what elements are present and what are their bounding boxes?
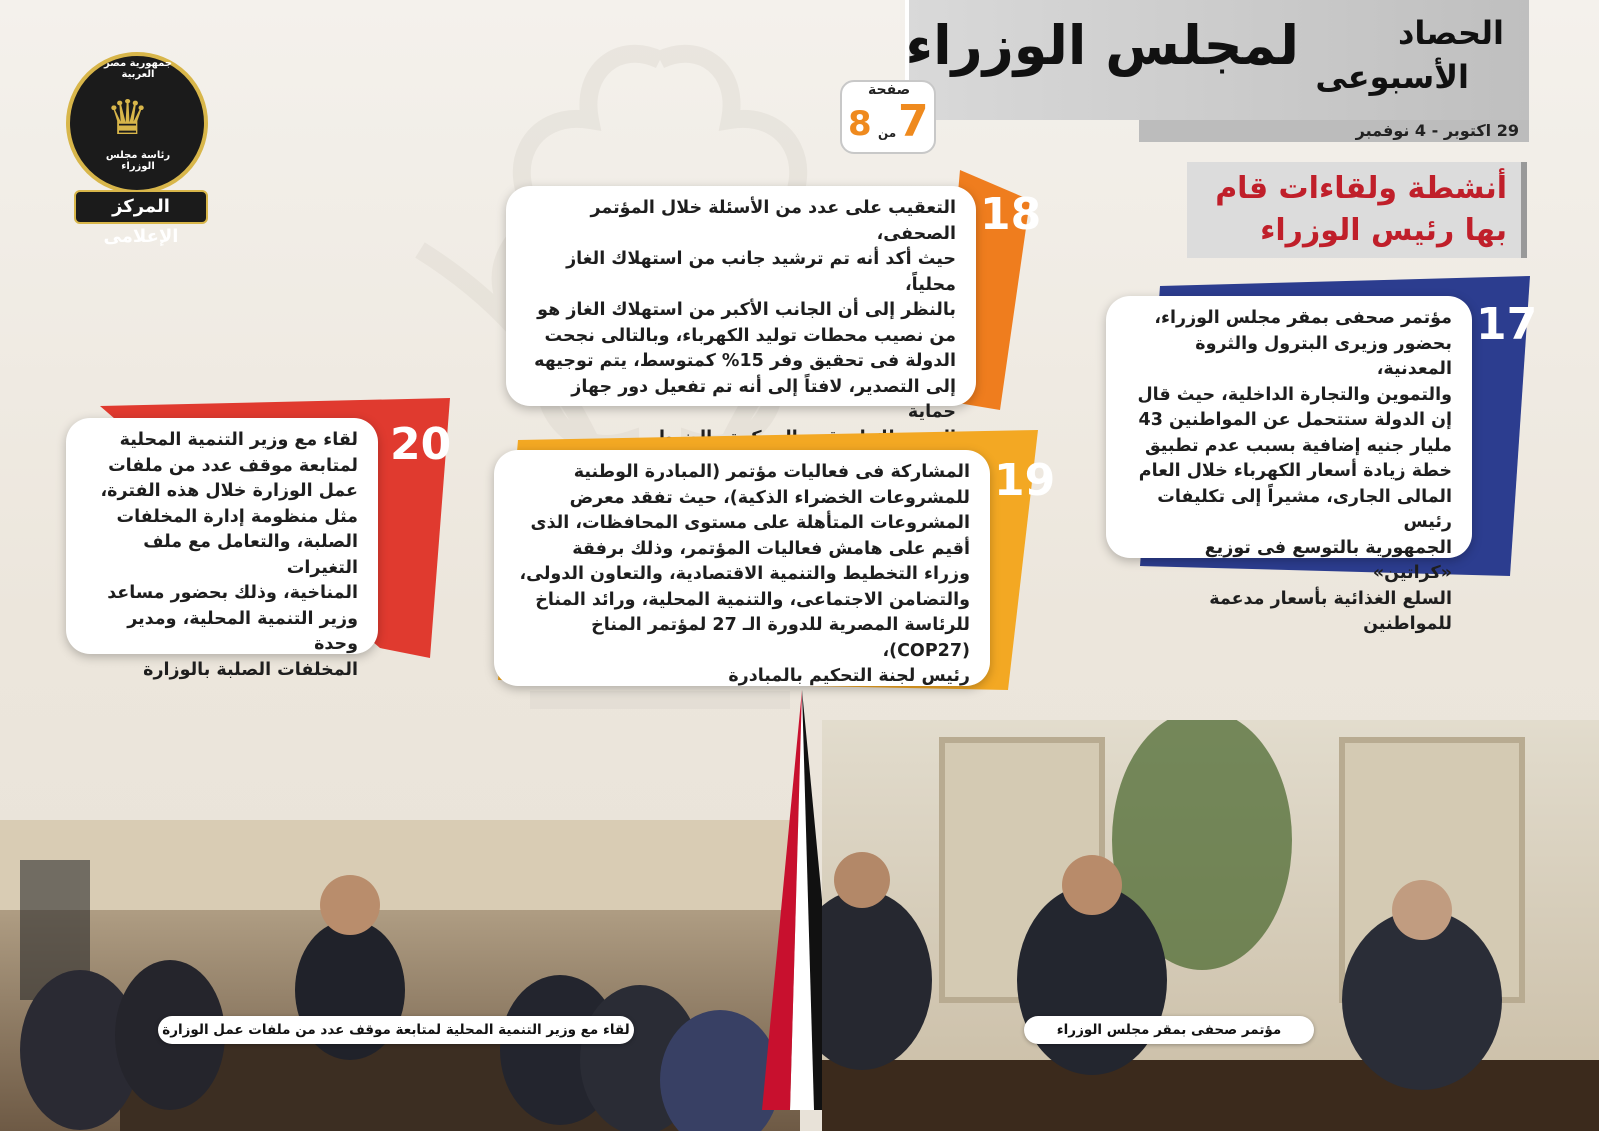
- card-20-line: لمتابعة موقف عدد من ملفات: [108, 455, 358, 476]
- card-19: [494, 450, 990, 686]
- card-19-line: للرئاسة المصرية للدورة الـ 27 لمؤتمر المناخ (COP27)،: [591, 615, 970, 661]
- card-20: [66, 418, 378, 680]
- card-18-number: 18: [980, 189, 1042, 240]
- card-17-line: المالى الجارى، مشيراً إلى تكليفات رئيس: [1157, 486, 1452, 532]
- card-17-line: خطة زيادة أسعار الكهرباء خلال العام: [1138, 461, 1452, 481]
- card-17-line: الجمهورية بالتوسع فى توزيع «كراتين»: [1204, 537, 1452, 583]
- card-18-line: بالنظر إلى أن الجانب الأكبر من استهلاك الغاز هو: [537, 300, 956, 320]
- press-conference-photo: [822, 720, 1599, 1131]
- section-heading-line2: بها رئيس الوزراء: [1260, 213, 1507, 248]
- card-18-line: من نصيب محطات توليد الكهرباء، وبالتالى نجحت: [544, 325, 956, 346]
- section-heading-line1: أنشطة ولقاءات قام: [1215, 171, 1507, 206]
- title-sub-line2: الأسبوعى: [1315, 58, 1469, 96]
- card-18-line: الدولة فى تحقيق وفر 15% كمتوسط، يتم توجيهه: [534, 351, 956, 371]
- date-range: 29 اكتوبر - 4 نوفمبر: [1139, 120, 1529, 142]
- card-18-line: إلى التصدير، لافتاً إلى أنه تم تفعيل دور جهاز حماية: [571, 376, 956, 422]
- card-17-line: بحضور وزيرى البترول والثروة المعدنية،: [1195, 333, 1452, 379]
- card-20-number: 20: [390, 419, 452, 470]
- page-title: لمجلس الوزراء: [905, 14, 1299, 77]
- title-sub-line1: الحصاد: [1397, 14, 1504, 52]
- card-18-line: حيث أكد أنه تم ترشيد جانب من استهلاك الغاز محلياً،: [566, 249, 956, 295]
- card-17-line: والتموين والتجارة الداخلية، حيث قال: [1137, 384, 1452, 405]
- card-17-line: السلع الغذائية بأسعار مدعمة للمواطنين: [1209, 588, 1452, 634]
- page-label: صفحة: [868, 82, 911, 98]
- card-18: [506, 186, 976, 422]
- card-19-line: وزراء التخطيط والتنمية الاقتصادية، والتعاون الدولى،: [519, 564, 970, 584]
- section-heading: [1187, 162, 1527, 258]
- page-current: 7: [898, 96, 929, 147]
- card-19-line: أقيم على هامش فعاليات المؤتمر، وذلك برفقة: [572, 538, 970, 559]
- emblem-bottom-text: رئاسة مجلس الوزراء: [105, 150, 171, 172]
- media-center-banner: المركز الإعلامى: [74, 190, 208, 224]
- card-17-line: مؤتمر صحفى بمقر مجلس الوزراء،: [1154, 308, 1452, 328]
- card-20-line: مثل منظومة إدارة المخلفات: [116, 506, 358, 527]
- page-of: من: [878, 126, 897, 140]
- card-20-line: عمل الوزارة خلال هذه الفترة،: [100, 481, 358, 501]
- card-17-number: 17: [1476, 299, 1538, 350]
- emblem-top-text: جمهورية مصر العربية: [103, 58, 173, 80]
- card-20-line: الصلبة، والتعامل مع ملف التغيرات: [143, 532, 358, 578]
- card-20-line: المخلفات الصلبة بالوزارة: [143, 659, 358, 680]
- eagle-icon: ♛: [106, 90, 150, 146]
- page-total: 8: [848, 104, 872, 144]
- card-17-line: إن الدولة ستتحمل عن المواطنين 43: [1138, 410, 1452, 430]
- card-19-line: المشروعات المتأهلة على مستوى المحافظات، الذى: [530, 513, 970, 533]
- card-17-line: مليار جنيه إضافية بسبب عدم تطبيق: [1144, 435, 1452, 456]
- meeting-photo: [0, 820, 800, 1131]
- card-20-line: المناخية، وذلك بحضور مساعد: [107, 583, 358, 603]
- card-19-line: للمشروعات الخضراء الذكية)، حيث تفقد معرض: [569, 487, 970, 508]
- card-19-line: والتضامن الاجتماعى، والتنمية المحلية، ورائد المناخ: [535, 589, 970, 610]
- press-photo-caption: مؤتمر صحفى بمقر مجلس الوزراء: [1024, 1016, 1314, 1044]
- card-20-line: لقاء مع وزير التنمية المحلية: [119, 430, 358, 450]
- card-18-line: التعقيب على عدد من الأسئلة خلال المؤتمر الصحفى،: [590, 198, 956, 244]
- card-19-number: 19: [994, 455, 1056, 506]
- card-19-line: المشاركة فى فعاليات مؤتمر (المبادرة الوطنية: [573, 462, 970, 482]
- card-17: [1106, 296, 1472, 634]
- card-19-line: رئيس لجنة التحكيم بالمبادرة: [728, 666, 970, 686]
- card-20-line: وزير التنمية المحلية، ومدير وحدة: [127, 608, 358, 654]
- meeting-photo-caption: لقاء مع وزير التنمية المحلية لمتابعة موقف عدد من ملفات عمل الوزارة: [158, 1016, 634, 1044]
